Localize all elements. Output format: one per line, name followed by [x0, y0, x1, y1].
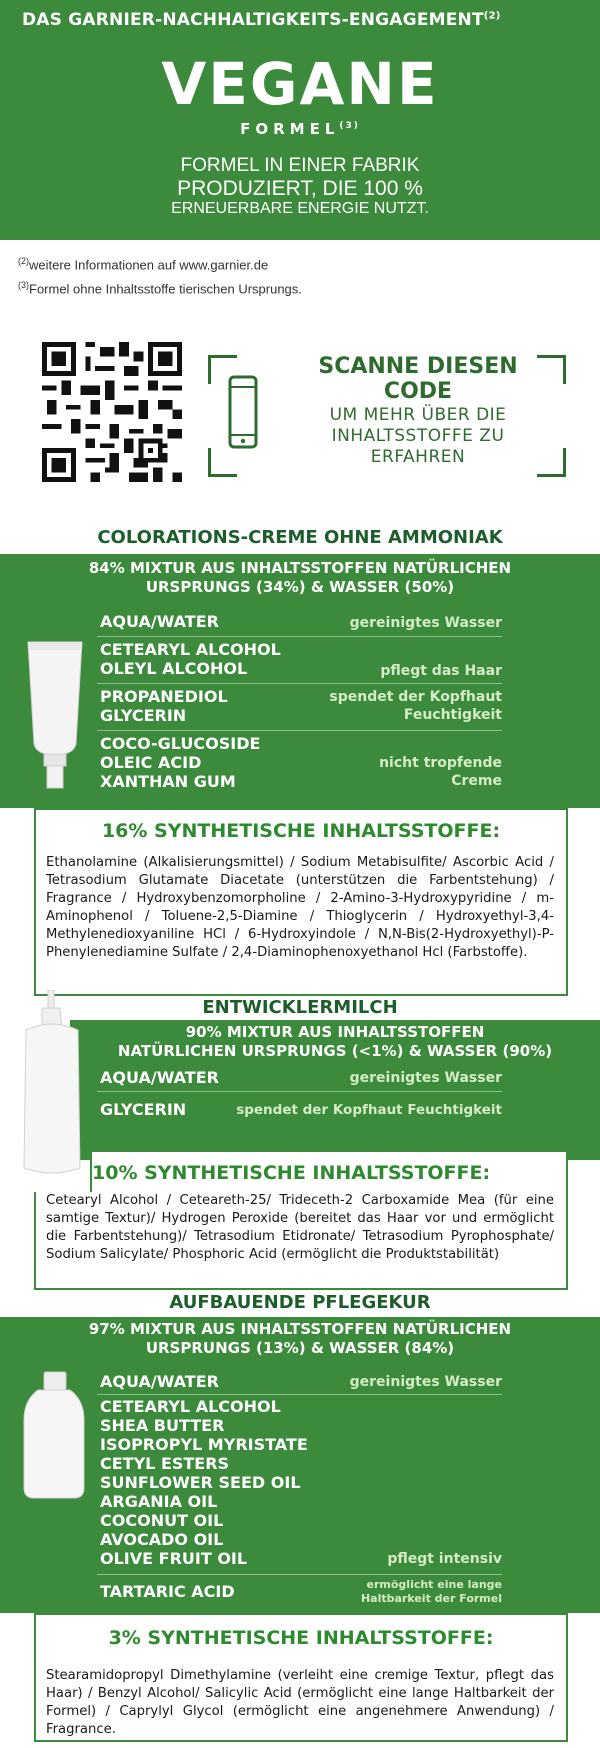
- entwickler-synthetic-box: [34, 1192, 568, 1290]
- ingredient: ARGANIA OIL: [100, 1492, 218, 1511]
- note3-text: Formel ohne Inhaltsstoffe tierischen Ursprungs.: [29, 281, 302, 297]
- entwickler-intro: [70, 1023, 600, 1061]
- creme-row-4: [100, 734, 502, 794]
- smartphone-icon: [228, 375, 258, 449]
- divider: [97, 1394, 502, 1395]
- benefit: spendet der Kopfhaut: [329, 689, 502, 705]
- ingredient: AQUA/WATER: [100, 612, 219, 631]
- creme-row-1-ingredients: [100, 612, 219, 631]
- creme-intro: [0, 559, 600, 597]
- ingredient: PROPANEDIOL: [100, 687, 228, 706]
- divider: [97, 636, 502, 637]
- pflegekur-title: AUFBAUENDE PFLEGEKUR: [169, 1292, 431, 1313]
- entwickler-synthetic-title: 10% SYNTHETISCHE INHALTSSTOFFE:: [92, 1162, 491, 1184]
- pflegekur-row-2-benefit: [387, 1550, 502, 1568]
- scan-heading-line1: SCANNE DIESEN: [318, 354, 518, 379]
- pflegekur-intro-line1: 97% MIXTUR AUS INHALTSSTOFFEN NATÜRLICHEN: [88, 1320, 512, 1338]
- pflegekur-row-3: [100, 1578, 502, 1612]
- formel-text: FORMEL: [240, 120, 340, 138]
- pflegekur-row-3-benefit: [361, 1578, 502, 1606]
- ingredient: COCO-GLUCOSIDE: [100, 734, 261, 753]
- creme-synthetic-box: [34, 808, 568, 996]
- ingredient: OLEYL ALCOHOL: [100, 659, 248, 678]
- ingredient: CETYL ESTERS: [100, 1454, 230, 1473]
- divider: [97, 730, 502, 731]
- ingredient: OLIVE FRUIT OIL: [100, 1549, 248, 1568]
- benefit: pflegt intensiv: [387, 1551, 502, 1567]
- benefit: spendet der Kopfhaut Feuchtigkeit: [236, 1102, 502, 1118]
- creme-row-2-benefit: [380, 662, 502, 680]
- divider: [97, 1091, 502, 1092]
- fabrik-line1: FORMEL IN EINER FABRIK: [180, 155, 420, 176]
- pflegekur-intro-line2: URSPRUNGS (13%) & WASSER (84%): [145, 1339, 455, 1357]
- creme-row-3: [100, 687, 502, 727]
- divider: [97, 683, 502, 684]
- scan-sub-line2: INHALTSSTOFFE ZU: [331, 426, 505, 446]
- creme-row-2: [100, 640, 502, 680]
- entwickler-row-2-benefit: [236, 1101, 502, 1119]
- benefit: ermöglicht eine lange: [366, 1578, 502, 1591]
- ingredient: GLYCERIN: [100, 706, 187, 725]
- pflegekur-row-1-benefit: [350, 1373, 502, 1391]
- creme-intro-line1: 84% MIXTUR AUS INHALTSSTOFFEN NATÜRLICHEN: [88, 559, 512, 577]
- creme-title: COLORATIONS-CREME OHNE AMMONIAK: [97, 527, 503, 548]
- ingredient: SUNFLOWER SEED OIL: [100, 1473, 301, 1492]
- entwickler-row-2-ingredients: [100, 1100, 186, 1119]
- divider: [97, 1574, 502, 1575]
- formel-label: [0, 120, 600, 138]
- engagement-header: [22, 10, 501, 30]
- entwickler-row-1-ingredients: [100, 1068, 219, 1087]
- fabrik-statement: [0, 156, 600, 218]
- benefit: Haltbarkeit der Formel: [360, 1592, 502, 1605]
- pflegekur-row-3-ingredients: [100, 1582, 235, 1601]
- creme-row-3-benefit: [329, 688, 502, 724]
- pflegekur-synthetic-box: [34, 1613, 568, 1742]
- care-bottle-image: [18, 1370, 90, 1500]
- benefit: pflegt das Haar: [380, 663, 502, 679]
- scan-sub-line3: ERFAHREN: [370, 447, 466, 467]
- ingredient: COCONUT OIL: [100, 1511, 224, 1530]
- entwickler-row-1-benefit: [350, 1069, 502, 1087]
- ingredient: GLYCERIN: [100, 1100, 187, 1119]
- frame-corner-bottom-left: [208, 448, 237, 477]
- entwickler-synthetic-text: Cetearyl Alcohol / Ceteareth-25/ Trideceth-2 Carboxamide Mea (für eine samtige Textur)/ Hydrogen Peroxide (bereitet das Haar vor und ermöglicht die Farbentstehung)/ Tetrasodium Etidronate/ Tetrasodium Pyrophosphate/ Sodium Salicylate/ Phosphoric Acid (ermöglicht die Produktstabilität): [46, 1193, 554, 1262]
- ingredient: SHEA BUTTER: [100, 1416, 225, 1435]
- scan-sub-line1: UM MEHR ÜBER DIE: [329, 405, 507, 425]
- formel-sup: (3): [339, 121, 360, 131]
- fabrik-line2: PRODUZIERT, DIE 100 %: [177, 176, 423, 200]
- benefit: gereinigtes Wasser: [349, 615, 502, 631]
- qr-code[interactable]: [42, 342, 182, 482]
- ingredient: CETEARYL ALCOHOL: [100, 1397, 281, 1416]
- pflegekur-row-2-ingredients: [100, 1397, 308, 1568]
- pflegekur-row-1-ingredients: [100, 1372, 219, 1391]
- ingredient: ISOPROPYL MYRISTATE: [100, 1435, 308, 1454]
- ingredient: AQUA/WATER: [100, 1068, 219, 1087]
- note2-text: weitere Informationen auf www.garnier.de: [29, 257, 269, 273]
- scan-heading-line2: CODE: [383, 379, 453, 404]
- benefit: Creme: [451, 773, 502, 789]
- benefit: Feuchtigkeit: [403, 707, 502, 723]
- entwickler-row-1: [100, 1068, 502, 1088]
- pflegekur-row-1: [100, 1372, 502, 1392]
- pflegekur-synthetic-title: 3% SYNTHETISCHE INHALTSSTOFFE:: [108, 1627, 494, 1649]
- vegane-text: VEGANE: [161, 50, 439, 118]
- entwickler-row-2: [100, 1100, 502, 1122]
- creme-row-1-benefit: [350, 614, 502, 632]
- creme-row-4-benefit: [379, 754, 502, 790]
- entwickler-title: ENTWICKLERMILCH: [0, 997, 600, 1018]
- benefit: nicht tropfende: [379, 755, 502, 771]
- developer-bottle-image: [18, 990, 86, 1180]
- benefit: gereinigtes Wasser: [349, 1070, 502, 1086]
- ingredient: AQUA/WATER: [100, 1372, 219, 1391]
- creme-synthetic-title: 16% SYNTHETISCHE INHALTSSTOFFE:: [101, 820, 501, 842]
- pflegekur-row-2: [100, 1397, 502, 1572]
- ingredient: CETEARYL ALCOHOL: [100, 640, 281, 659]
- benefit: gereinigtes Wasser: [349, 1374, 502, 1390]
- note2-sup: (2): [18, 256, 29, 266]
- ingredient: OLEIC ACID: [100, 753, 202, 772]
- ingredient: XANTHAN GUM: [100, 772, 236, 791]
- entwickler-intro-line1: 90% MIXTUR AUS INHALTSSTOFFEN: [185, 1023, 485, 1041]
- engagement-text: DAS GARNIER-NACHHALTIGKEITS-ENGAGEMENT: [22, 10, 484, 30]
- engagement-sup: (2): [483, 10, 501, 22]
- creme-synthetic-text: Ethanolamine (Alkalisierungsmittel) / Sodium Metabisulfite/ Ascorbic Acid / Tetrasodium Glutamate Diacetate (unterstützen die Farbentstehung) / Fragrance / Hydroxybenzomorpholine / 2-Amino-3-Hydroxypyridine / m-Aminophenol / Toluene-2,5-Diamine / Thioglycerin / Hydroxyethyl-3,4-Methylenedioxyaniline HCl / 6-Hydroxyindole / N,N-Bis(2-Hydroxyethyl)-P-Phenylenediamine Sulfate / 2,4-Diaminophenoxyethanol Hcl (Farbstoffe).: [46, 855, 554, 960]
- scan-callout: [208, 355, 566, 477]
- scan-text: [268, 355, 568, 468]
- creme-intro-line2: URSPRUNGS (34%) & WASSER (50%): [145, 578, 455, 596]
- creme-row-2-ingredients: [100, 640, 281, 678]
- entwickler-synthetic-title-box: [90, 1150, 568, 1194]
- ingredient: TARTARIC ACID: [100, 1582, 235, 1601]
- note3-sup: (3): [18, 280, 29, 291]
- cream-tube-image: [24, 640, 86, 790]
- footnotes: [18, 251, 302, 300]
- entwickler-intro-line2: NATÜRLICHEN URSPRUNGS (<1%) & WASSER (90%): [117, 1042, 553, 1060]
- creme-row-4-ingredients: [100, 734, 260, 791]
- ingredient: AVOCADO OIL: [100, 1530, 224, 1549]
- pflegekur-intro: [0, 1320, 600, 1358]
- creme-row-3-ingredients: [100, 687, 228, 725]
- creme-row-1: [100, 612, 502, 632]
- vegane-logo: [0, 50, 600, 118]
- pflegekur-synthetic-text: Stearamidopropyl Dimethylamine (verleiht eine cremige Textur, pflegt das Haar) / Benzyl Alcohol/ Salicylic Acid (ermöglicht eine lange Haltbarkeit der Formel) / Caprylyl Glycol (ermöglicht eine angenehmere Anwendung) / Fragrance.: [46, 1668, 554, 1737]
- fabrik-line3: ERNEUERBARE ENERGIE NUTZT.: [171, 199, 429, 217]
